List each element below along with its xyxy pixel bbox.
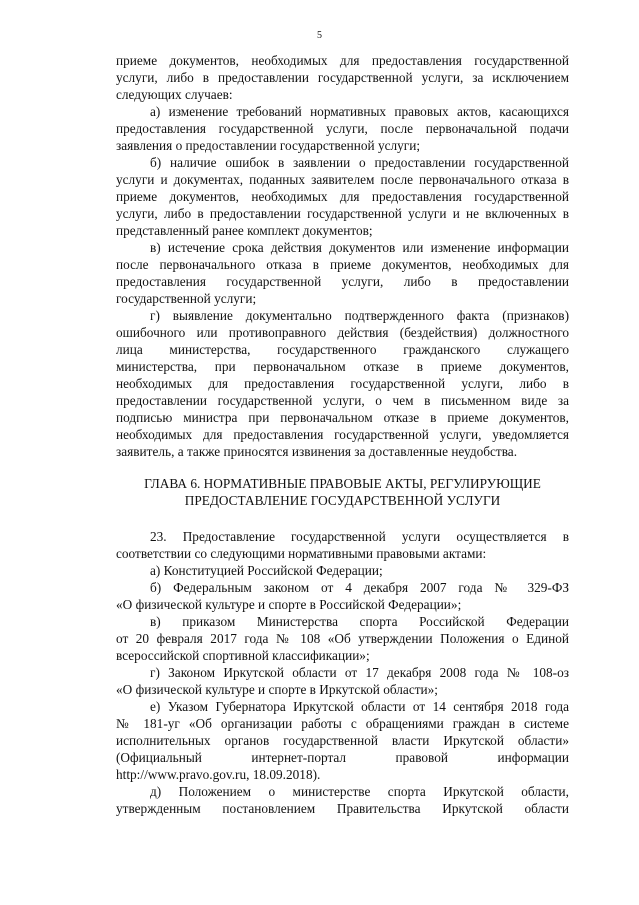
page-number: 5 xyxy=(317,30,322,41)
legal-acts-line: б) Федеральным законом от 4 декабря 2007 года № 329-ФЗ xyxy=(150,580,569,595)
paragraph-line: министерства, при первоначальном отказе в приеме документов, xyxy=(116,359,569,374)
legal-acts-line: № 181-уг «Об организации работы с обращениями граждан в системе xyxy=(116,716,569,731)
legal-acts-line: исполнительных органов государственной власти Иркутской области» xyxy=(116,733,569,748)
chapter-heading-line: ГЛАВА 6. НОРМАТИВНЫЕ ПРАВОВЫЕ АКТЫ, РЕГУЛИРУЮЩИЕ xyxy=(144,476,541,491)
chapter-heading-line: ПРЕДОСТАВЛЕНИЕ ГОСУДАРСТВЕННОЙ УСЛУГИ xyxy=(184,493,501,508)
paragraph-line: необходимых для предоставления государственной услуги, уведомляется xyxy=(116,427,569,442)
paragraph-line: лица министерства, государственного гражданского служащего xyxy=(116,342,569,357)
paragraph-line: заявитель, а также приносятся извинения за доставленные неудобства. xyxy=(116,444,518,459)
paragraph-line: необходимых для предоставления государственной услуги, либо в xyxy=(116,376,569,391)
legal-acts-line: 23. Предоставление государственной услуги осуществляется в xyxy=(150,529,569,544)
paragraph-line: заявления о предоставлении государственной услуги; xyxy=(116,138,421,153)
paragraph-line: следующих случаев: xyxy=(116,87,233,102)
paragraph-line: услуги и документах, поданных заявителем после первоначального отказа в xyxy=(116,172,569,187)
paragraph-line: услуги, либо в предоставлении государственной услуги, за исключением xyxy=(116,70,569,85)
legal-acts-line: е) Указом Губернатора Иркутской области от 14 сентября 2018 года xyxy=(150,699,569,714)
paragraph-line: подписью министра при первоначальном отказе в приеме документов, xyxy=(116,410,569,425)
paragraph-line: предоставлении государственной услуги, о чем в письменном виде за xyxy=(116,393,569,408)
paragraph-line: ошибочного или противоправного действия (бездействия) должностного xyxy=(116,325,569,340)
paragraph-line: а) изменение требований нормативных правовых актов, касающихся xyxy=(150,104,569,119)
paragraph-line: приеме документов, необходимых для предоставления государственной xyxy=(116,189,569,204)
legal-acts-line: г) Законом Иркутской области от 17 декабря 2008 года № 108-оз xyxy=(150,665,569,680)
paragraph-line: после первоначального отказа в приеме документов, необходимых для xyxy=(116,257,569,272)
legal-acts-line: http://www.pravo.gov.ru, 18.09.2018). xyxy=(116,767,321,782)
legal-acts-line: а) Конституцией Российской Федерации; xyxy=(150,563,383,578)
legal-acts-line: д) Положением о министерстве спорта Иркутской области, xyxy=(150,784,569,799)
paragraph-line: государственной услуги; xyxy=(116,291,257,306)
legal-acts-line: «О физической культуре и спорте в Российской Федерации»; xyxy=(116,597,462,612)
legal-acts-line: от 20 февраля 2017 года № 108 «Об утверждении Положения о Единой xyxy=(116,631,569,646)
paragraph-line: в) истечение срока действия документов или изменение информации xyxy=(150,240,569,255)
legal-acts-line: утвержденным постановлением Правительства Иркутской области xyxy=(116,801,569,816)
legal-acts-line: всероссийской спортивной классификации»; xyxy=(116,648,370,663)
legal-acts-line: «О физической культуре и спорте в Иркутской области»; xyxy=(116,682,438,697)
paragraph-line: предоставления государственной услуги, после первоначальной подачи xyxy=(116,121,569,136)
paragraph-line: б) наличие ошибок в заявлении о предоставлении государственной xyxy=(150,155,569,170)
legal-acts-line: в) приказом Министерства спорта Российской Федерации xyxy=(150,614,569,629)
legal-acts-line: (Официальный интернет-портал правовой информации xyxy=(116,750,569,765)
paragraph-line: представленный ранее комплект документов; xyxy=(116,223,373,238)
paragraph-line: услуги, либо в предоставлении государственной услуги и не включенных в xyxy=(116,206,569,221)
paragraph-line: приеме документов, необходимых для предоставления государственной xyxy=(116,53,569,68)
paragraph-line: предоставления государственной услуги, либо в предоставлении xyxy=(116,274,569,289)
legal-acts-line: соответствии со следующими нормативными правовыми актами: xyxy=(116,546,487,561)
paragraph-line: г) выявление документально подтвержденного факта (признаков) xyxy=(150,308,569,323)
